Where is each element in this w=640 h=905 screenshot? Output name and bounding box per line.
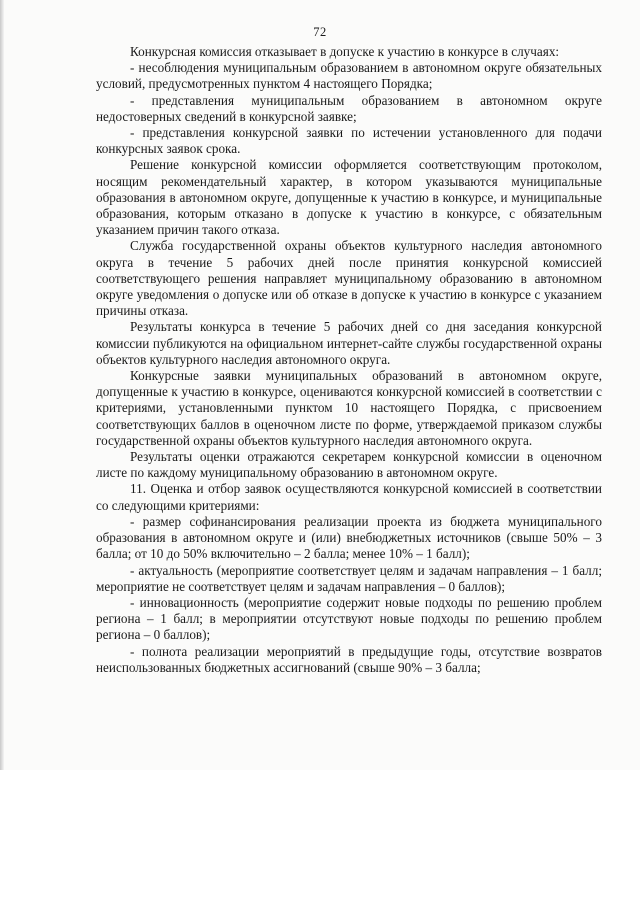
paragraph-applications-evaluation: Конкурсные заявки муниципальных образований в автономном округе, допущенные к участию в конкурсе, оцениваются конкурсной комиссией в соответствии с критериями, установленными пунктом 10 настоящего Порядка, с присвоением соответствующих баллов в оценочном листе по форме, утверждаемой приказом службы государственной охраны объектов культурного наследия автономного округа. <box>96 368 602 448</box>
paragraph-rejection-reason-3: - представления конкурсной заявки по истечении установленного для подачи конкурсных заявок срока. <box>96 125 602 157</box>
paragraph-rejection-reason-1: - несоблюдения муниципальным образованием в автономном округе обязательных условий, предусмотренных пунктом 4 настоящего Порядка; <box>96 60 602 92</box>
paragraph-criterion-cofinancing: - размер софинансирования реализации проекта из бюджета муниципального образования в автономном округе и (или) внебюджетных источников (свыше 50% – 3 балла; от 10 до 50% включительно – 2 балла; менее 10% – 1 балл); <box>96 513 602 562</box>
document-body <box>96 44 602 676</box>
scan-edge-shadow <box>0 0 4 770</box>
paragraph-service-notification: Служба государственной охраны объектов культурного наследия автономного округа в течение 5 рабочих дней после принятия конкурсной комиссией соответствующего решения направляет муниципальному образованию в автономном округе уведомления о допуске или об отказе в допуске к участию в конкурсе с указанием причины отказа. <box>96 238 602 319</box>
paragraph-rejection-intro: Конкурсная комиссия отказывает в допуске к участию в конкурсе в случаях: <box>130 44 560 59</box>
paragraph-rejection-reason-2: - представления муниципальным образованием в автономном округе недостоверных сведений в конкурсной заявке; <box>96 92 602 124</box>
page-number: 72 <box>313 25 327 39</box>
paragraph-evaluation-results: Результаты оценки отражаются секретарем конкурсной комиссии в оценочном листе по каждому муниципальному образованию в автономном округе. <box>96 449 602 481</box>
paragraph-section-11: 11. Оценка и отбор заявок осуществляются конкурсной комиссией в соответствии со следующими критериями: <box>96 481 602 513</box>
paragraph-results-publication: Результаты конкурса в течение 5 рабочих дней со дня заседания конкурсной комиссии публикуются на официальном интернет-сайте службы государственной охраны объектов культурного наследия автономного округа. <box>96 319 602 367</box>
paragraph-criterion-innovation: - инновационность (мероприятие содержит новые подходы по решению проблем региона – 1 балл; в мероприятии отсутствуют новые подходы по решению проблем региона – 0 баллов); <box>96 594 602 643</box>
paragraph-criterion-completeness: - полнота реализации мероприятий в предыдущие годы, отсутствие возвратов неиспользованных бюджетных ассигнований (свыше 90% – 3 балла; <box>96 643 602 675</box>
paragraph-criterion-relevance: - актуальность (мероприятие соответствует целям и задачам направления – 1 балл; мероприятие не соответствует целям и задачам направления – 0 баллов); <box>96 562 602 594</box>
paragraph-commission-decision: Решение конкурсной комиссии оформляется соответствующим протоколом, носящим рекомендательный характер, в котором указываются муниципальные образования в автономном округе, допущенные к участию в конкурсе, и муниципальные образования, которым отказано в допуске к участию в конкурсе, с обязательным указанием причин такого отказа. <box>96 157 602 238</box>
blank-area <box>0 770 640 905</box>
